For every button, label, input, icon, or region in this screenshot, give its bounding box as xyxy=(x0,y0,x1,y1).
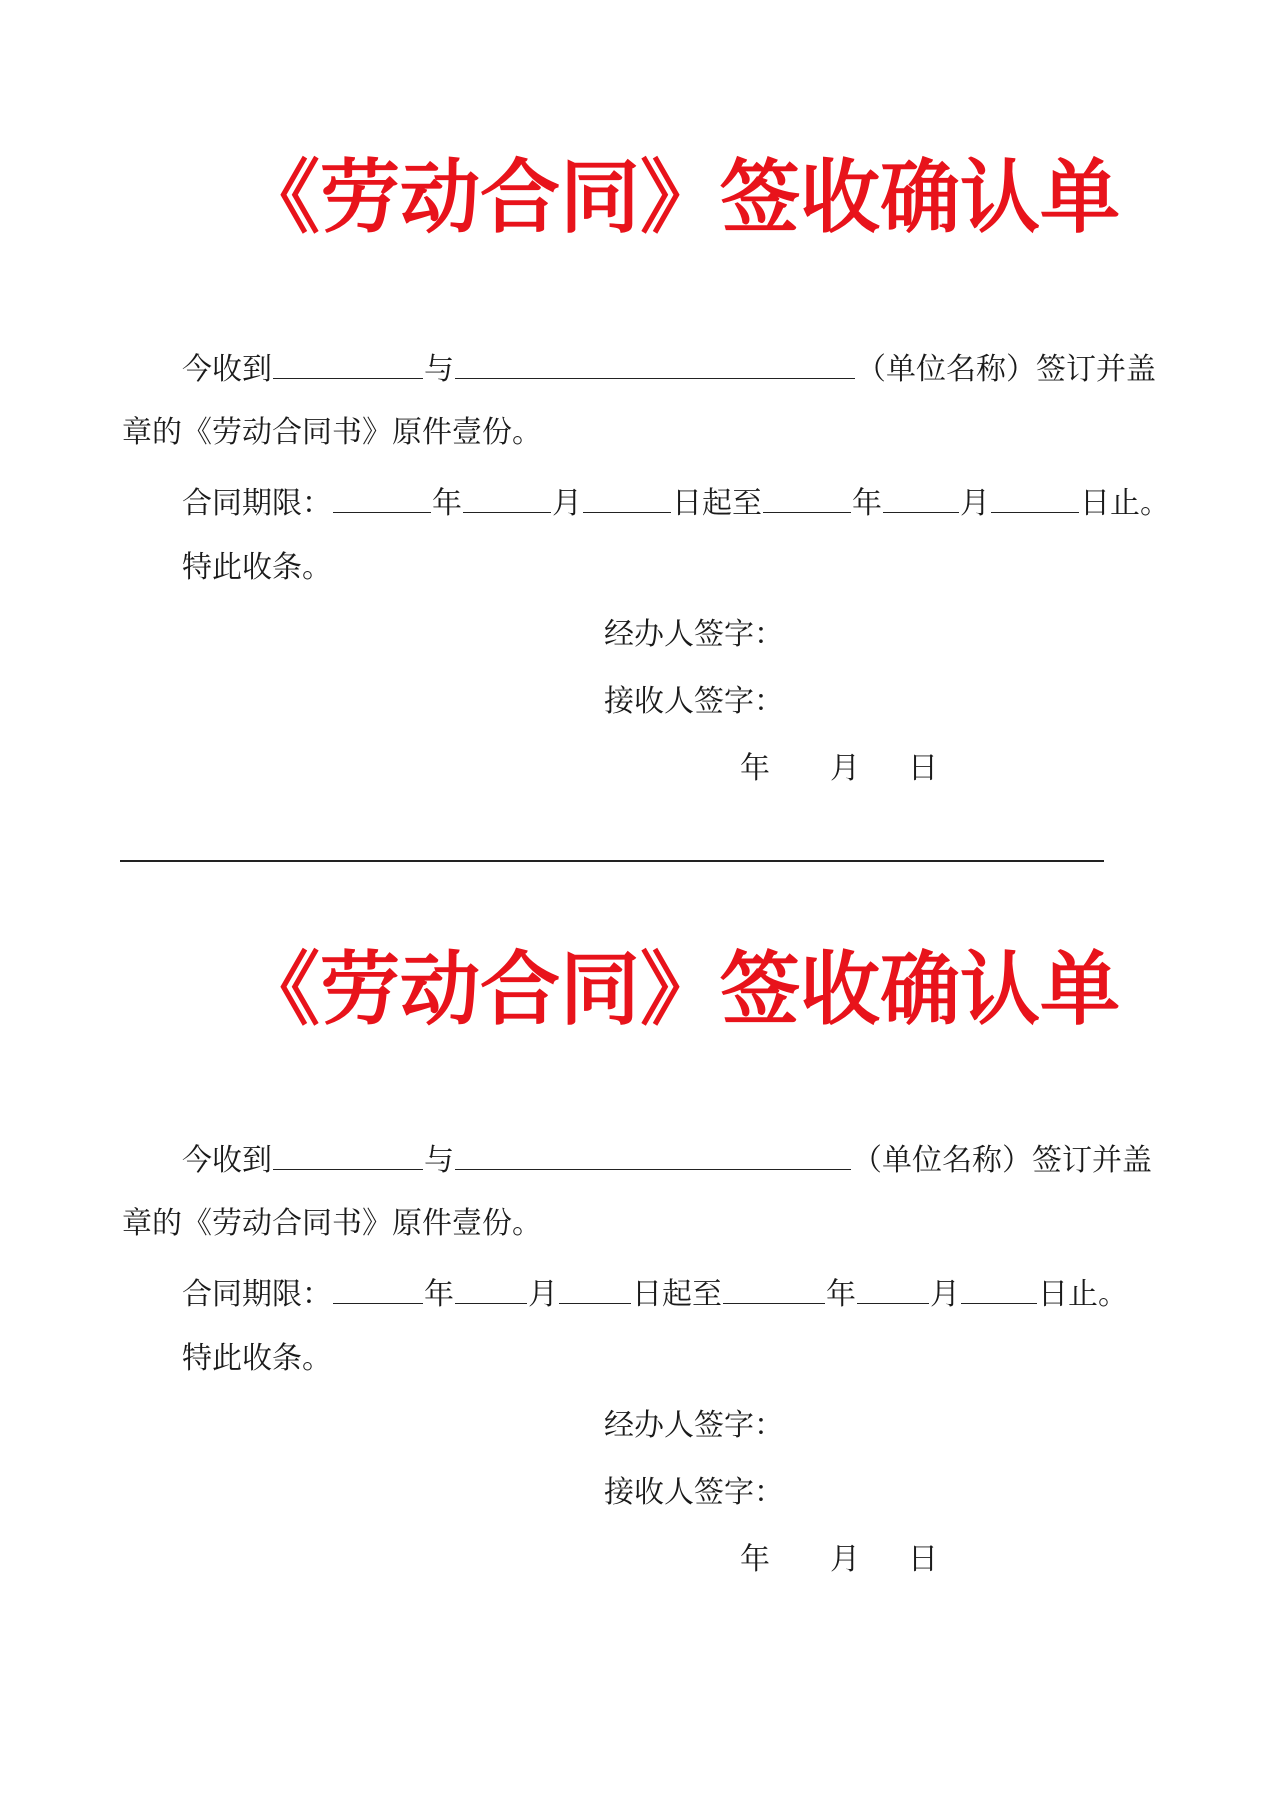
receiver-signature-label: 接收人签字： xyxy=(604,1475,784,1510)
start-day-blank[interactable] xyxy=(559,1277,631,1304)
receipt-line-1: 今收到 与 （单位名称）签订并盖 xyxy=(182,352,1156,387)
employee-name-blank[interactable] xyxy=(273,1143,423,1170)
end-month-blank[interactable] xyxy=(883,486,959,513)
start-year-blank[interactable] xyxy=(333,486,431,513)
date-year-label: 年 xyxy=(740,1542,770,1577)
date-month-label: 月 xyxy=(830,1542,860,1577)
employee-name-blank[interactable] xyxy=(273,352,423,379)
receipt-line-2: 章的《劳动合同书》原件壹份。 xyxy=(122,1206,542,1241)
handler-signature-label: 经办人签字： xyxy=(604,1408,784,1443)
start-month-blank[interactable] xyxy=(463,486,551,513)
end-day-blank[interactable] xyxy=(961,1277,1037,1304)
start-month-blank[interactable] xyxy=(455,1277,527,1304)
company-name-blank[interactable] xyxy=(455,352,855,379)
end-day-blank[interactable] xyxy=(991,486,1079,513)
end-month-blank[interactable] xyxy=(857,1277,929,1304)
end-year-blank[interactable] xyxy=(763,486,851,513)
receipt-line-1: 今收到 与 （单位名称）签订并盖 xyxy=(182,1143,1152,1178)
start-year-blank[interactable] xyxy=(333,1277,423,1304)
contract-period-line: 合同期限： 年 月 日起至 年 月 日止。 xyxy=(182,486,1170,521)
handler-signature-label: 经办人签字： xyxy=(604,617,784,652)
date-day-label: 日 xyxy=(908,751,938,786)
receipt-line-2: 章的《劳动合同书》原件壹份。 xyxy=(122,415,542,450)
cut-line-divider xyxy=(120,860,1104,862)
closing-text: 特此收条。 xyxy=(182,550,332,585)
date-year-label: 年 xyxy=(740,751,770,786)
end-year-blank[interactable] xyxy=(723,1277,825,1304)
company-name-blank[interactable] xyxy=(455,1143,851,1170)
closing-text: 特此收条。 xyxy=(182,1341,332,1376)
form-title: 《劳动合同》签收确认单 xyxy=(240,151,1120,244)
start-day-blank[interactable] xyxy=(583,486,671,513)
date-month-label: 月 xyxy=(830,751,860,786)
receiver-signature-label: 接收人签字： xyxy=(604,684,784,719)
date-day-label: 日 xyxy=(908,1542,938,1577)
form-title: 《劳动合同》签收确认单 xyxy=(240,943,1120,1036)
contract-period-line: 合同期限： 年 月 日起至 年 月 日止。 xyxy=(182,1277,1128,1312)
